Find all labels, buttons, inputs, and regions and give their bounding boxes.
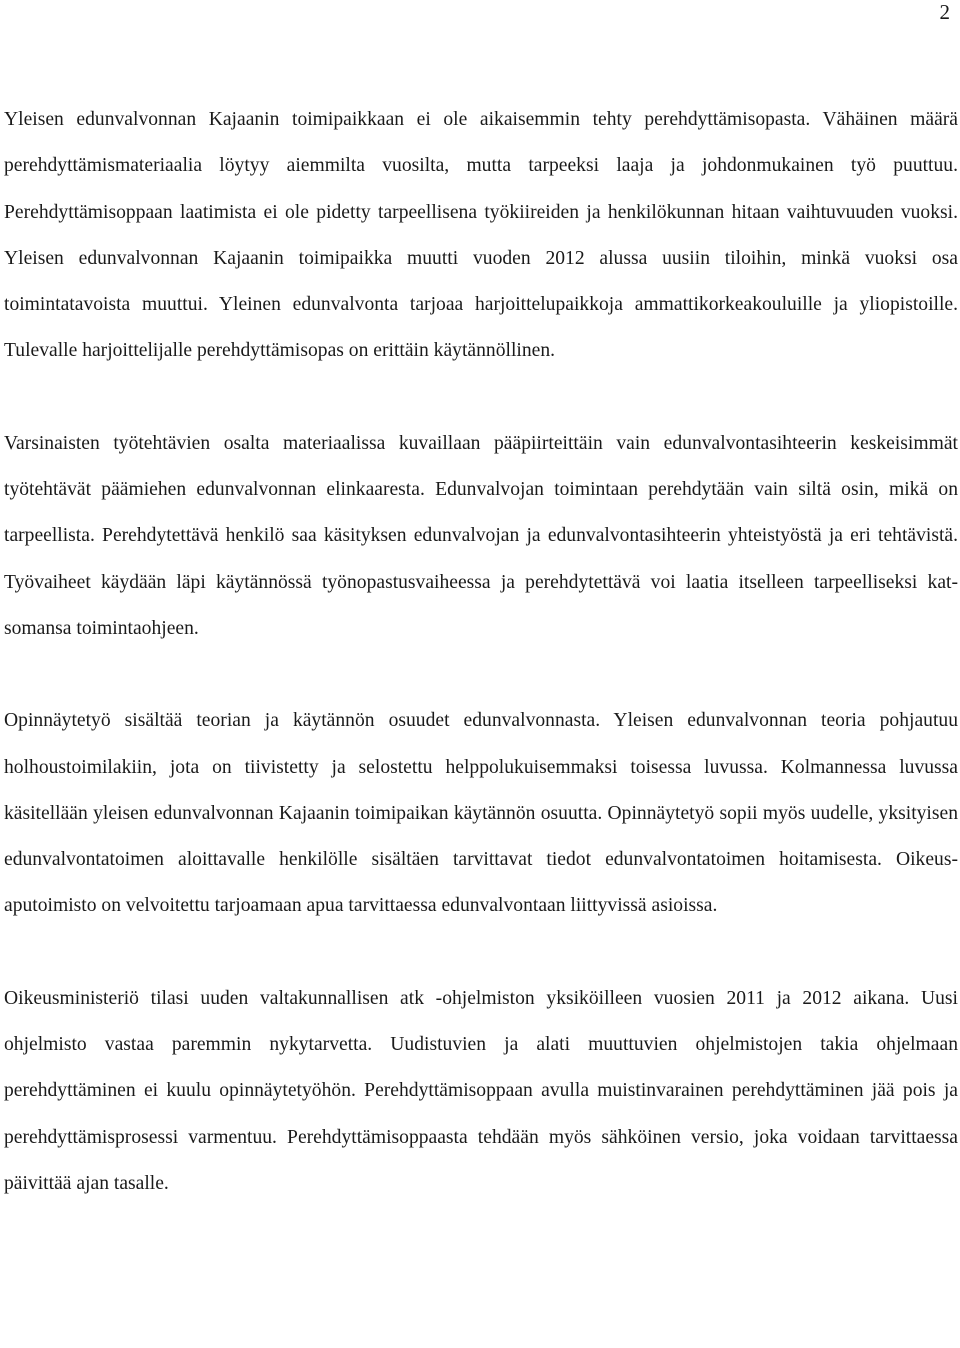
paragraph-1: Yleisen edunvalvonnan Kajaanin toimipaikkaan ei ole aikaisemmin tehty perehdyttämisopasta. Vähäinen määrä perehdyttämismateriaalia löytyy aiemmilta vuosilta, mutta tarpeeksi laaja ja johdonmukainen työ puuttuu. Perehdyttämisoppaan laatimista ei ole pidetty tarpeellisena työkiireiden ja henkilökunnan hitaan vaihtuvuuden vuoksi. Yleisen edunvalvonnan Kajaanin toimipaikka muutti vuoden 2012 alussa uusiin tiloihin, minkä vuoksi osa toimintatavoista muuttui. Yleinen edunvalvonta tarjoaa harjoittelupaikkoja ammattikorkeakouluille ja yliopistoille. Tulevalle harjoittelijalle perehdyttämisopas on erittäin käytännöllinen. [4, 109, 958, 362]
paragraph-4: Oikeusministeriö tilasi uuden valtakunnallisen atk -ohjelmiston yksiköilleen vuosien 2011 ja 2012 aikana. Uusi ohjelmisto vastaa paremmin nykytarvetta. Uudistuvien ja alati muuttuvien ohjelmistojen takia ohjelmaan perehdyttäminen ei kuulu opinnäytetyöhön. Perehdyttämisoppaan avulla muistinvarainen perehdyttäminen jää pois ja perehdyttämisprosessi varmentuu. Perehdyttämisoppaasta tehdään myös sähköinen versio, joka voidaan tarvittaessa päivittää ajan tasalle. [4, 987, 958, 1194]
document-body [4, 97, 958, 1207]
paragraph-3: Opinnäytetyö sisältää teorian ja käytännön osuudet edunvalvonnasta. Yleisen edunvalvonnan teoria pohjautuu holhoustoimilakiin, jota on tiivistetty ja selostettu helppolukuisemmaksi toisessa luvussa. Kolmannessa luvussa käsitellään yleisen edunvalvonnan Kajaanin toimipaikan käytännön osuutta. Opinnäytetyö sopii myös uudelle, yksityisen edunvalvontatoimen aloittavalle henkilölle sisältäen tarvittavat tiedot edunvalvontatoimen hoitamisesta. Oikeusaputoimisto on velvoitettu tarjoamaan apua tarvittaessa edunvalvontaan liittyvissä asioissa. [4, 710, 958, 917]
paragraph-2: Varsinaisten työtehtävien osalta materiaalissa kuvaillaan pääpiirteittäin vain edunvalvontasihteerin keskeisimmät työtehtävät päämiehen edunvalvonnan elinkaaresta. Edunvalvojan toimintaan perehdytään vain siltä osin, mikä on tarpeellista. Perehdytettävä henkilö saa käsityksen edunvalvojan ja edunvalvontasihteerin yhteistyöstä ja eri tehtävistä. Työvaiheet käydään läpi käytännössä työnopastusvaiheessa ja perehdytettävä voi laatia itselleen tarpeelliseksi katsomansa toimintaohjeen. [4, 432, 958, 639]
page-number: 2 [939, 0, 950, 24]
